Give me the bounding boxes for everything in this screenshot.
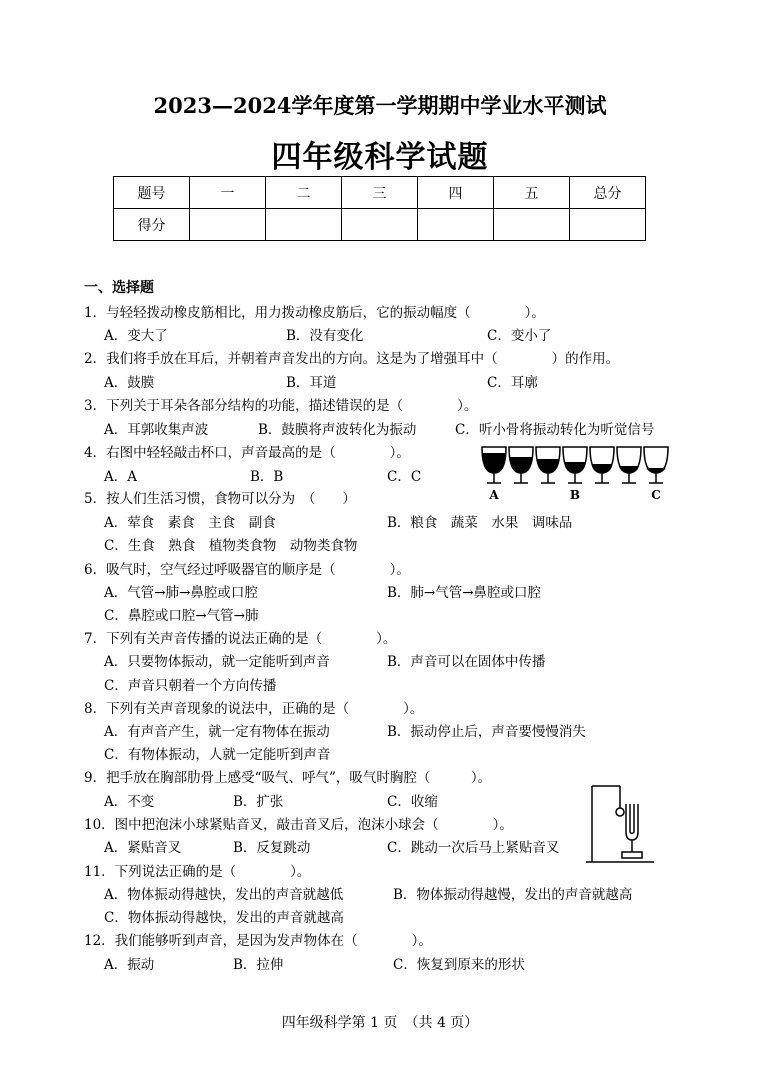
question-stem: 10．图中把泡沫小球紧贴音叉，敲击音叉后，泡沫小球会（ ）。 [84,817,513,833]
question-stem: 1．与轻轻拨动橡皮筋相比，用力拨动橡皮筋后，它的振动幅度（ ）。 [84,305,545,321]
score-cell: 一 [190,177,266,209]
question-stem: 11．下列说法正确的是（ ）。 [84,864,311,880]
option-b: B．B [250,469,284,485]
score-cell: 二 [266,177,342,209]
option-a: A．A [104,469,137,485]
score-cell [190,209,266,241]
exam-header-line1: 2023—2024学年度第一学期期中学业水平测试 [153,93,607,118]
option-b: B．振动停止后，声音要慢慢消失 [387,724,586,740]
question-stem: 9．把手放在胸部肋骨上感受“吸气、呼气”，吸气时胸腔（ ）。 [84,770,492,786]
option-c: C．听小骨将振动转化为听觉信号 [455,422,655,438]
score-cell: 四 [418,177,494,209]
option-c: C．变小了 [487,328,552,344]
score-cell [266,209,342,241]
option-b: B．没有变化 [286,328,364,344]
question-stem: 6．吸气时，空气经过呼吸器官的顺序是（ ）。 [84,562,410,578]
score-table-score-row [114,209,646,241]
option-b: B．粮食 蔬菜 水果 调味品 [387,515,573,531]
question-stem: 8．下列有关声音现象的说法中，正确的是（ ）。 [84,701,424,717]
option-a: A．耳郭收集声波 [104,422,209,438]
question-stem: 5．按人们生活习惯，食物可以分为 （ ） [84,491,356,507]
option-c: C．有物体振动，人就一定能听到声音 [104,747,331,763]
score-cell: 题号 [114,177,190,209]
option-c: C．生食 熟食 植物类食物 动物类食物 [104,538,358,554]
question-stem: 3．下列关于耳朵各部分结构的功能，描述错误的是（ ）。 [84,398,478,414]
option-c: C．物体振动得越快，发出的声音就越高 [104,910,344,926]
tuning-fork-figure [586,782,656,868]
glass-label-c: C [651,488,661,502]
option-c: C．收缩 [387,794,438,810]
question-stem: 4．右图中轻轻敲击杯口，声音最高的是（ ）。 [84,445,410,461]
score-cell: 三 [342,177,418,209]
option-a: A．只要物体振动，就一定能听到声音 [104,654,330,670]
option-b: B．物体振动得越慢，发出的声音就越高 [393,887,633,903]
option-a: A．变大了 [104,328,168,344]
option-a: A．物体振动得越快，发出的声音就越低 [104,887,344,903]
score-cell [494,209,570,241]
option-b: B．肺→气管→鼻腔或口腔 [387,585,542,601]
section-title: 一、选择题 [84,280,154,296]
option-c: C．恢复到原来的形状 [393,957,525,973]
question-stem: 2．我们将手放在耳后，并朝着声音发出的方向。这是为了增强耳中（ ）的作用。 [84,351,620,367]
option-a: A．有声音产生，就一定有物体在振动 [104,724,330,740]
option-a: A．鼓膜 [104,375,155,391]
glass-label-a: A [489,488,499,502]
option-c: C．耳廓 [487,375,538,391]
option-c: C．鼻腔或口腔→气管→肺 [104,608,259,624]
page-footer: 四年级科学第 1 页 （共 4 页） [281,1015,479,1031]
glass-label-b: B [569,488,581,502]
option-a: A．振动 [104,957,155,973]
question-stem: 12．我们能够听到声音，是因为发声物体在（ ）。 [84,933,432,949]
score-cell: 五 [494,177,570,209]
option-c: C．跳动一次后马上紧贴音叉 [387,840,560,856]
option-a: A．荤食 素食 主食 副食 [104,515,276,531]
option-b: B．反复跳动 [233,840,311,856]
option-c: C．声音只朝着一个方向传播 [104,678,277,694]
score-cell [570,209,646,241]
option-b: B．鼓膜将声波转化为振动 [258,422,417,438]
option-b: B．声音可以在固体中传播 [387,654,546,670]
exam-title: 四年级科学试题 [271,140,489,175]
option-b: B．扩张 [233,794,284,810]
option-a: A．紧贴音叉 [104,840,182,856]
option-a: A．气管→肺→鼻腔或口腔 [104,585,258,601]
score-cell [342,209,418,241]
question-stem: 7．下列有关声音传播的说法正确的是（ ）。 [84,631,397,647]
option-b: B．拉伸 [233,957,284,973]
glasses-figure [478,443,670,503]
score-cell: 总分 [570,177,646,209]
option-c: C．C [387,469,422,485]
option-a: A．不变 [104,794,155,810]
option-b: B．耳道 [286,375,337,391]
score-table [113,176,646,241]
score-cell [418,209,494,241]
score-cell: 得分 [114,209,190,241]
score-table-header-row [114,177,646,209]
